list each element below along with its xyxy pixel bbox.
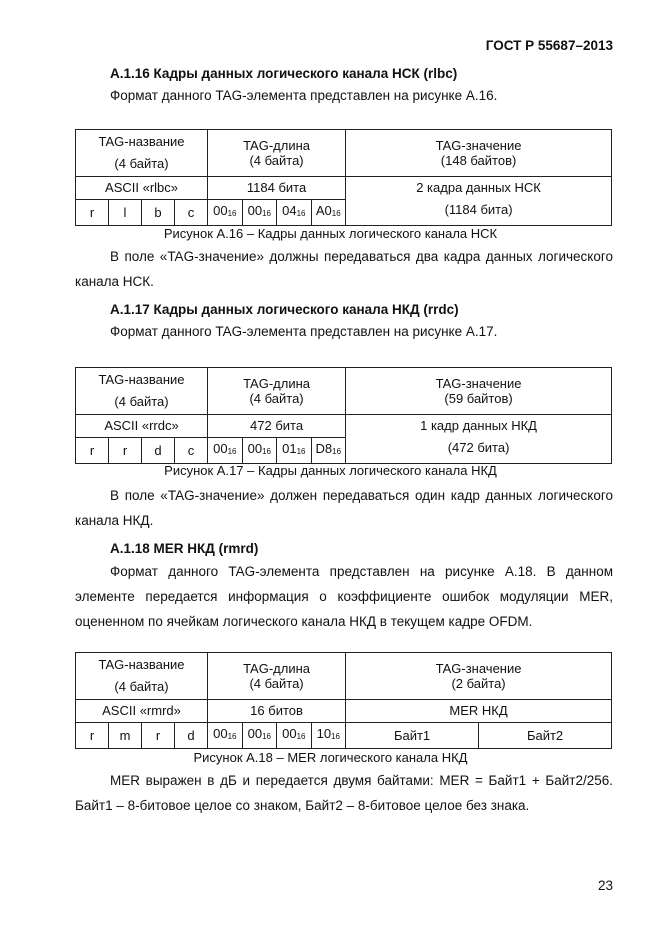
section-intro-a118: Формат данного TAG-элемента представлен на рисунке А.18. В данном элементе передается информация о коэффициенте ошибок модуляции MER, оцененном по ячейкам логического канала НКД в текущем кадре OFDM. bbox=[75, 564, 613, 629]
char-cell: b bbox=[142, 200, 175, 226]
page-number: 23 bbox=[597, 878, 613, 893]
char-cell: d bbox=[142, 438, 175, 464]
char-cell: c bbox=[175, 200, 208, 226]
section-heading-a117: A.1.17 Кадры данных логического канала НКД (rrdc) bbox=[110, 302, 459, 317]
byte-cell: $00_{16}$ bbox=[242, 200, 277, 226]
section-intro-a116: Формат данного TAG-элемента представлен на рисунке А.16. bbox=[110, 88, 498, 103]
tag-length-header: TAG-длина (4 байта) bbox=[208, 130, 346, 177]
char-cell: l bbox=[109, 200, 142, 226]
byte-cell: $A0_{16}$ bbox=[311, 200, 346, 226]
value-byte-cell: Байт2 bbox=[479, 723, 612, 749]
value-desc-cell: 1 кадр данных НКД (472 бита) bbox=[346, 415, 612, 464]
byte-cell: $00_{16}$ bbox=[242, 438, 277, 464]
tag-length-header: TAG-длина (4 байта) bbox=[208, 653, 346, 700]
byte-cell: $D8_{16}$ bbox=[311, 438, 346, 464]
byte-cell: $04_{16}$ bbox=[277, 200, 312, 226]
length-bits-cell: 1184 бита bbox=[208, 177, 346, 200]
byte-cell: $00_{16}$ bbox=[277, 723, 312, 749]
section-intro-a117: Формат данного TAG-элемента представлен на рисунке А.17. bbox=[110, 324, 498, 339]
char-cell: r bbox=[142, 723, 175, 749]
char-cell: r bbox=[76, 723, 109, 749]
byte-cell: $00_{16}$ bbox=[208, 438, 243, 464]
length-bits-cell: 472 бита bbox=[208, 415, 346, 438]
value-desc-cell: MER НКД bbox=[346, 700, 612, 723]
value-desc-cell: 2 кадра данных НСК (1184 бита) bbox=[346, 177, 612, 226]
length-bits-cell: 16 битов bbox=[208, 700, 346, 723]
char-cell: c bbox=[175, 438, 208, 464]
tag-value-header: TAG-значение (59 байтов) bbox=[346, 368, 612, 415]
tag-table-a18 bbox=[75, 652, 612, 749]
tag-table-a16 bbox=[75, 129, 612, 226]
section-heading-a118: A.1.18 MER НКД (rmrd) bbox=[110, 541, 259, 556]
char-cell: r bbox=[76, 438, 109, 464]
byte-cell: $00_{16}$ bbox=[208, 200, 243, 226]
ascii-cell: ASCII «rlbc» bbox=[76, 177, 208, 200]
figure-caption-a16: Рисунок А.16 – Кадры данных логического канала НСК bbox=[163, 226, 498, 241]
figure-caption-a17: Рисунок А.17 – Кадры данных логического канала НКД bbox=[164, 463, 497, 478]
section-text-a117: В поле «TAG-значение» должен передаваться один кадр данных логического канала НКД. bbox=[75, 488, 613, 528]
tag-name-header: TAG-название (4 байта) bbox=[76, 368, 208, 415]
tag-length-header: TAG-длина (4 байта) bbox=[208, 368, 346, 415]
tag-name-header: TAG-название (4 байта) bbox=[76, 653, 208, 700]
byte-cell: $10_{16}$ bbox=[311, 723, 346, 749]
byte-cell: $01_{16}$ bbox=[277, 438, 312, 464]
tag-table-a17 bbox=[75, 367, 612, 464]
section-heading-a116: A.1.16 Кадры данных логического канала НСК (rlbc) bbox=[110, 66, 458, 81]
section-text-a118: MER выражен в дБ и передается двумя байтами: MER = Байт1 + Байт2/256. Байт1 – 8-битовое целое со знаком, Байт2 – 8-битовое целое без знака. bbox=[75, 773, 613, 813]
tag-value-header: TAG-значение (2 байта) bbox=[346, 653, 612, 700]
char-cell: d bbox=[175, 723, 208, 749]
ascii-cell: ASCII «rrdc» bbox=[76, 415, 208, 438]
section-text-a116: В поле «TAG-значение» должны передаваться два кадра данных логического канала НСК. bbox=[75, 249, 613, 289]
byte-cell: $00_{16}$ bbox=[242, 723, 277, 749]
standard-number: ГОСТ Р 55687–2013 bbox=[485, 38, 613, 53]
byte-cell: $00_{16}$ bbox=[208, 723, 243, 749]
char-cell: r bbox=[76, 200, 109, 226]
tag-name-header: TAG-название (4 байта) bbox=[76, 130, 208, 177]
figure-caption-a18: Рисунок А.18 – MER логического канала НКД bbox=[193, 750, 468, 765]
char-cell: m bbox=[109, 723, 142, 749]
value-byte-cell: Байт1 bbox=[346, 723, 479, 749]
char-cell: r bbox=[109, 438, 142, 464]
ascii-cell: ASCII «rmrd» bbox=[76, 700, 208, 723]
tag-value-header: TAG-значение (148 байтов) bbox=[346, 130, 612, 177]
